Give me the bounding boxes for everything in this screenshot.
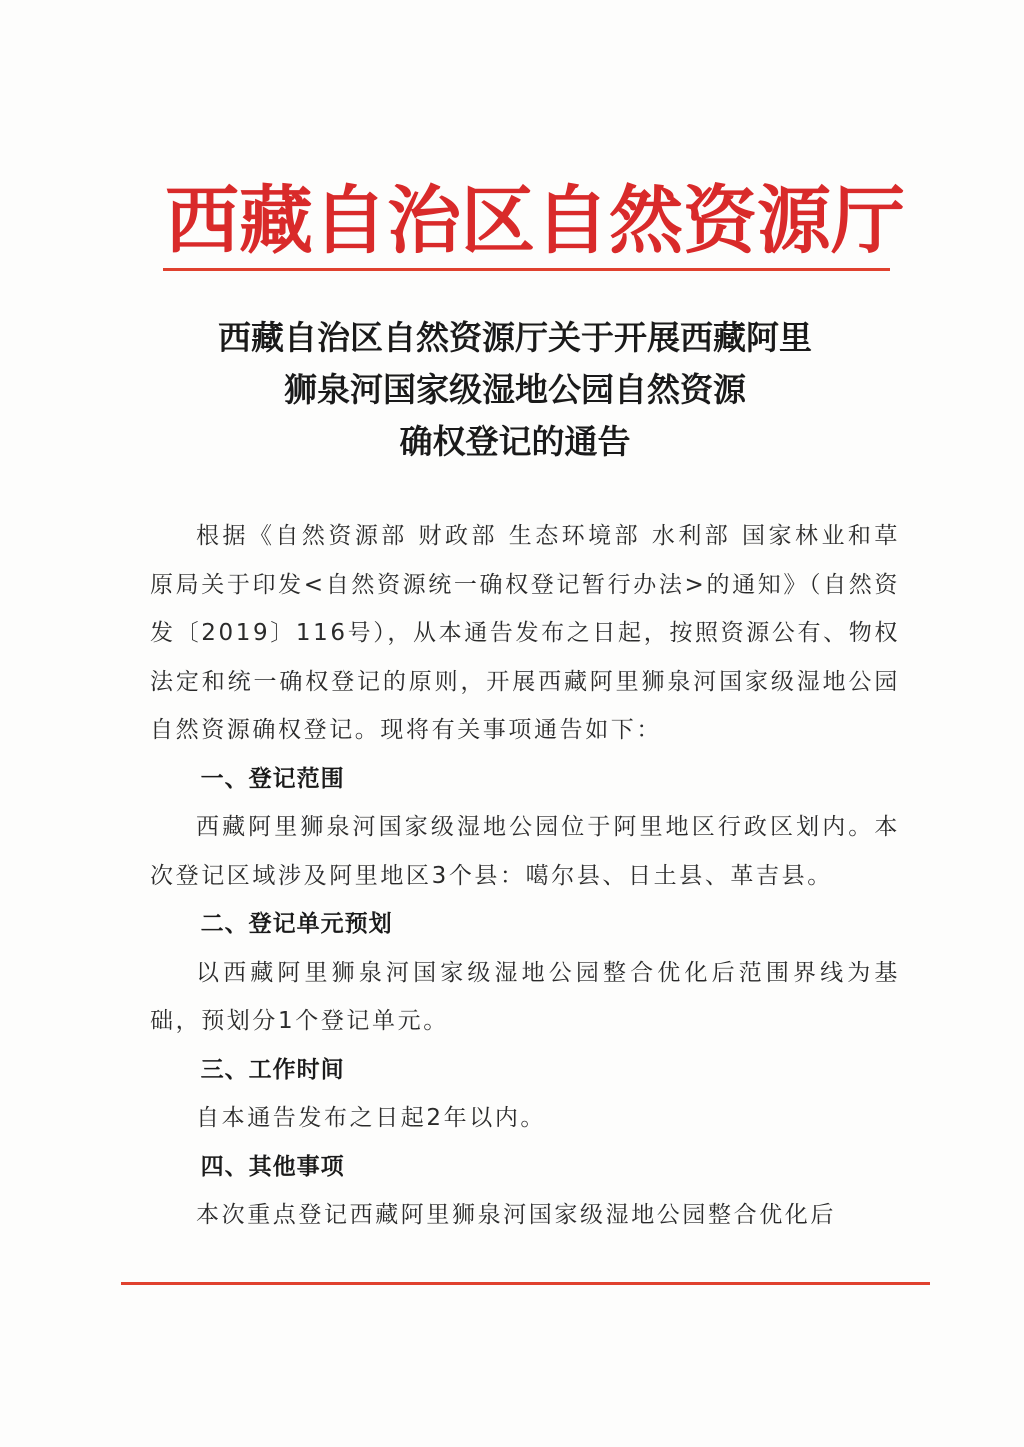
section-text-other: 本次重点登记西藏阿里狮泉河国家级湿地公园整合优化后 [196,1202,836,1228]
notice-title-line-1: 西藏自治区自然资源厅关于开展西藏阿里 [218,318,812,357]
notice-body [150,512,900,1240]
notice-title-line-3: 确权登记的通告 [399,422,631,461]
section-heading-time: 三、工作时间 [200,1056,345,1083]
notice-title [120,312,910,468]
notice-title-line-2: 狮泉河国家级湿地公园自然资源 [284,370,746,409]
section-heading-other: 四、其他事项 [200,1153,345,1180]
intro-paragraph: 根据《自然资源部 财政部 生态环境部 水利部 国家林业和草原局关于印发<自然资源统一确权登记暂行办法>的通知》（自然资发〔2019〕116号），从本通告发布之日起，按照资源公有、物权法定和统一确权登记的原则，开展西藏阿里狮泉河国家级湿地公园自然资源确权登记。现将有关事项通告如下： [150,523,900,743]
bottom-red-rule [121,1282,930,1285]
section-text-scope: 西藏阿里狮泉河国家级湿地公园位于阿里地区行政区划内。本次登记区域涉及阿里地区3个县：噶尔县、日土县、革吉县。 [150,814,900,889]
section-heading-units: 二、登记单元预划 [200,911,393,937]
section-heading-scope: 一、登记范围 [200,765,345,792]
section-text-units: 以西藏阿里狮泉河国家级湿地公园整合优化后范围界线为基础，预划分1个登记单元。 [150,959,900,1034]
letterhead-organization-name: 西藏自治区自然资源厅 [165,178,905,264]
letterhead-red-rule [163,268,890,271]
section-text-time: 自本通告发布之日起2年以内。 [196,1105,547,1131]
